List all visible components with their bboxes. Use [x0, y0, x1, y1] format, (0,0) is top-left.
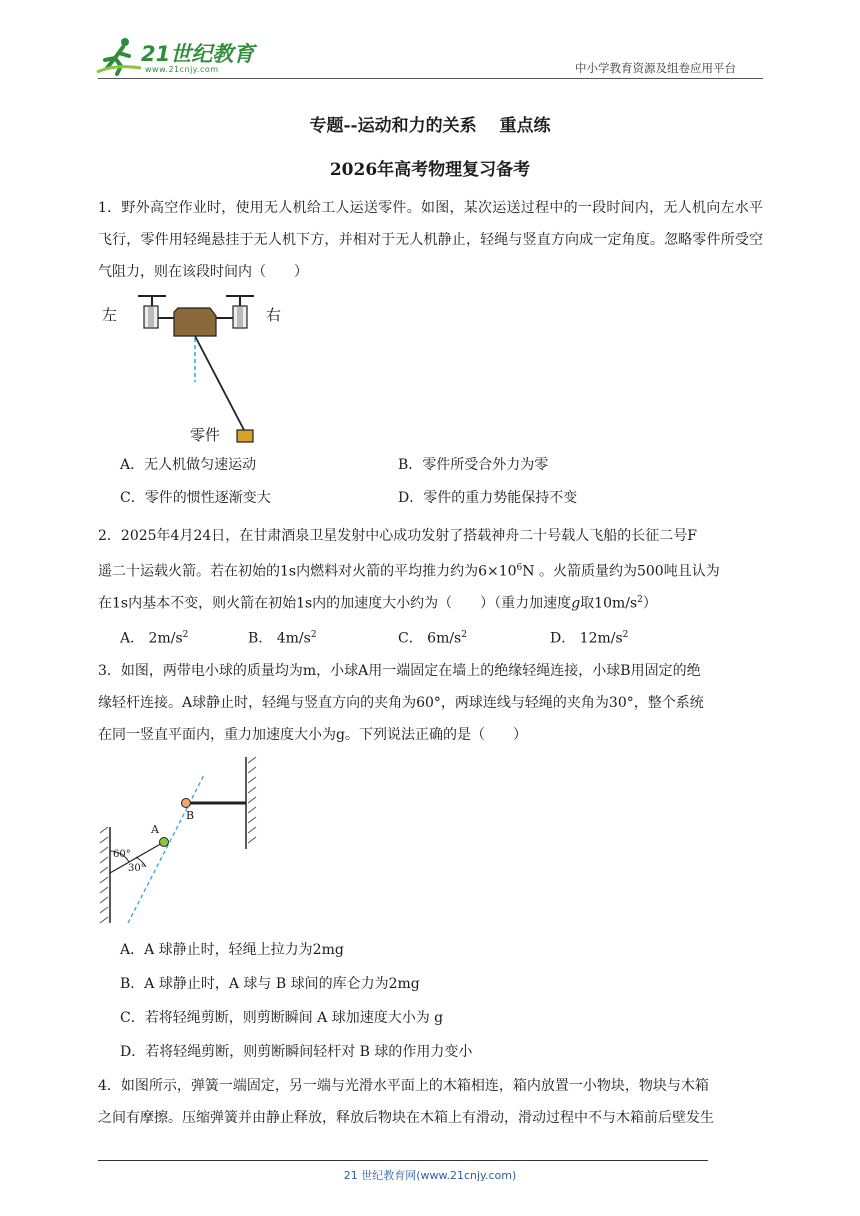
q1-stem: 1．野外高空作业时，使用无人机给工人运送零件。如图，某次运送过程中的一段时间内，无人机向左水平飞行，零件用轻绳悬挂于无人机下方，并相对于无人机静止，轻绳与竖直方向成一定角度。忽略零件所受空气阻力，则在该段时间内（ ）: [98, 200, 763, 280]
q1-option-b: B．零件所受合外力为零: [398, 457, 549, 473]
q2-option-d: [550, 625, 628, 649]
q2-line3-b: 取10m/s: [580, 595, 638, 612]
header-rule: [98, 78, 763, 79]
q2-line2-a: 遥二十运载火箭。若在初始的1s内燃料对火箭的平均推力约为6×10: [98, 563, 517, 580]
q3-figure: [98, 755, 268, 925]
q1-option-c: C．零件的惯性逐渐变大: [120, 490, 271, 506]
footer-text: 21 世纪教育网(www.21cnjy.com): [343, 1169, 517, 1182]
q2-option-a: [120, 625, 188, 649]
fig-label-right: 右: [266, 306, 282, 324]
fig-label-angle-30: 30°: [128, 863, 146, 874]
q3-line2: 缘轻杆连接。A球静止时，轻绳与竖直方向的夹角为60°，两球连线与轻绳的夹角为30°，整个系统: [98, 695, 704, 711]
q1-figure: [98, 290, 298, 450]
q3-option-a: A．A 球静止时，轻绳上拉力为2mg: [120, 942, 344, 958]
page-subtitle: 2026年高考物理复习备考: [329, 160, 531, 180]
header-platform-name: 中小学教育资源及组卷应用平台: [575, 61, 736, 75]
q2-option-b-text: B． 4m/s: [248, 630, 311, 647]
q2-line3-c: ）: [642, 595, 657, 612]
q2-option-c-exp: 2: [461, 630, 467, 640]
logo-url: www.21cnjy.com: [145, 65, 219, 74]
q2-line3: [98, 584, 763, 620]
q2-option-c: [398, 625, 467, 649]
q2-line2: [98, 552, 763, 588]
q2-line2-exp: 6: [516, 563, 523, 573]
q2-line1: 2．2025年4月24日，在甘肃酒泉卫星发射中心成功发射了搭载神舟二十号载人飞船的长征二号F: [98, 528, 697, 544]
q1-option-d: D．零件的重力势能保持不变: [398, 490, 578, 506]
q2-option-b-exp: 2: [310, 630, 317, 640]
q2-option-b: [248, 625, 317, 649]
footer-rule: [98, 1160, 708, 1161]
q3-option-c: C．若将轻绳剪断，则剪断瞬间 A 球加速度大小为 g: [120, 1010, 444, 1026]
q2-option-c-text: C． 6m/s: [398, 630, 462, 647]
fig-label-part: 零件: [190, 426, 221, 444]
fig-label-ball-b: B: [186, 809, 195, 822]
q3-option-d: D．若将轻绳剪断，则剪断瞬间轻杆对 B 球的作用力变小: [120, 1044, 473, 1060]
q2-option-d-text: D． 12m/s: [550, 630, 623, 647]
q4-line1: 4．如图所示，弹簧一端固定，另一端与光滑水平面上的木箱相连，箱内放置一小物块，物块与木箱: [98, 1078, 709, 1094]
fig-label-left: 左: [102, 306, 118, 324]
q2-option-a-exp: 2: [182, 630, 189, 640]
header-logo: [95, 36, 255, 78]
q2-line3-exp: 2: [637, 595, 643, 605]
q2-option-a-text: A． 2m/s: [120, 630, 183, 647]
q3-line3: 在同一竖直平面内，重力加速度大小为g。下列说法正确的是（ ）: [98, 727, 527, 743]
fig-label-angle-60: 60°: [113, 849, 131, 860]
charged-balls-diagram: [98, 755, 268, 925]
q1-option-a: A．无人机做匀速运动: [120, 457, 257, 473]
logo-text: 21世纪教育: [141, 42, 255, 66]
page-title: 专题--运动和力的关系 重点练: [309, 116, 551, 136]
q2-line3-a: 在1s内基本不变，则火箭在初始1s内的加速度大小约为（ ）（重力加速度: [98, 595, 572, 612]
q3-line1: 3．如图，两带电小球的质量均为m，小球A用一端固定在墙上的绝缘轻绳连接，小球B用固定的绝: [98, 663, 701, 679]
q4-line2: 之间有摩擦。压缩弹簧并由静止释放，释放后物块在木箱上有滑动，滑动过程中不与木箱前后壁发生: [98, 1110, 714, 1126]
runner-logo-icon: [95, 36, 143, 76]
q3-option-b: B．A 球静止时，A 球与 B 球间的库仑力为2mg: [120, 976, 420, 992]
q2-option-d-exp: 2: [622, 630, 629, 640]
q2-line3-g: g: [571, 595, 581, 612]
q2-line2-b: N 。火箭质量约为500吨且认为: [522, 563, 720, 580]
fig-label-ball-a: A: [151, 823, 159, 836]
